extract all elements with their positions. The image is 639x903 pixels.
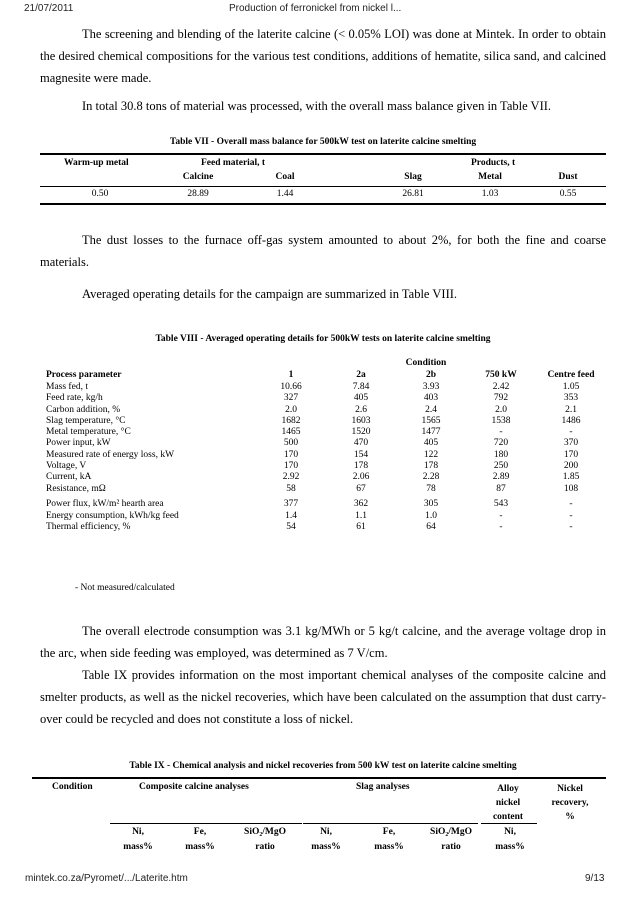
- paragraph-electrode-consumption: The overall electrode consumption was 3.1 kg/MWh or 5 kg/t calcine, and the average voltage drop in the arc, when side feeding was employed, was determined as 7 V/cm.: [40, 624, 606, 660]
- table8-header-parameter: Process parameter: [46, 370, 122, 380]
- table8-cell-2a: 2.06: [352, 472, 370, 483]
- table8-cell-2b: 1565: [421, 415, 441, 426]
- table8-cell-centre-feed: -: [569, 498, 573, 509]
- table-row: [46, 511, 606, 522]
- table8-cell-2b: 122: [423, 449, 439, 460]
- table8-cell-750kw: 2.42: [492, 382, 510, 392]
- table8-cell-750kw: 720: [493, 438, 509, 449]
- table7-cell-calcine: 28.89: [187, 189, 209, 199]
- table8-cell-750kw: 2.89: [492, 472, 510, 483]
- table8-cell-parameter: Thermal efficiency, %: [46, 522, 131, 533]
- table7-col-metal: Metal: [478, 172, 502, 182]
- table8-cell-parameter: Measured rate of energy loss, kW: [46, 449, 175, 460]
- table8-cell-centre-feed: -: [569, 522, 573, 533]
- table8-caption: Table VIII - Averaged operating details for 500kW tests on laterite calcine smelting: [155, 334, 491, 344]
- table8-cell-2b: 403: [423, 393, 439, 404]
- table8-cell-750kw: -: [499, 522, 503, 533]
- table8-cell-centre-feed: -: [569, 427, 573, 438]
- paragraph-dust-losses: The dust losses to the furnace off-gas system amounted to about 2%, for both the fine and coarse materials.: [40, 233, 606, 269]
- table8-cell-2a: 7.84: [352, 382, 370, 392]
- table-row: [46, 484, 606, 495]
- table-row: [46, 522, 606, 533]
- table8-cell-2a: 405: [353, 393, 369, 404]
- paragraph-screening: The screening and blending of the laterite calcine (< 0.05% LOI) was done at Mintek. In order to obtain the desired chemical compositions for the various test conditions, additions of hematite, silica sand, and calcined magnesite were made.: [40, 27, 606, 85]
- table9-condition-header: Condition: [52, 782, 93, 792]
- table8-cell-2a: 362: [353, 498, 369, 509]
- table8-cell-2b: 405: [423, 438, 439, 449]
- table9-recovery-header: Nickel recovery, %: [551, 784, 589, 822]
- table8-cell-750kw: 792: [493, 393, 509, 404]
- table9-top-rule: [32, 777, 606, 779]
- table8-header-2a: 2a: [356, 370, 366, 380]
- table8-cell-2b: 78: [426, 483, 436, 494]
- table8-cell-1: 1.4: [285, 510, 297, 521]
- table8-cell-centre-feed: 2.1: [565, 404, 577, 415]
- table8-cell-2b: 3.93: [422, 382, 440, 392]
- table8-cell-1: 2.92: [282, 472, 300, 483]
- table8-cell-2b: 2.28: [422, 472, 440, 483]
- table7-col-coal: Coal: [275, 172, 295, 182]
- table8-cell-750kw: 250: [493, 461, 509, 472]
- table8-header-centre-feed: Centre feed: [547, 370, 595, 380]
- table8-cell-parameter: Carbon addition, %: [46, 404, 121, 415]
- table9-sub-calcine-ni: Ni, mass%: [123, 827, 153, 852]
- table9-composite-rule: [110, 823, 302, 824]
- table7-caption: Table VII - Overall mass balance for 500kW test on laterite calcine smelting: [169, 137, 477, 147]
- table9-slag-rule: [303, 823, 478, 824]
- table7-mid-rule: [40, 186, 606, 187]
- table8-cell-2b: 2.4: [425, 404, 437, 415]
- table7-col-slag: Slag: [404, 172, 422, 182]
- table7-col-calcine: Calcine: [182, 172, 214, 182]
- paragraph-operating-details: Averaged operating details for the campaign are summarized in Table VIII.: [82, 287, 458, 301]
- table8-cell-centre-feed: 1.85: [562, 472, 580, 483]
- table8-cell-parameter: Voltage, V: [46, 461, 87, 472]
- table8-cell-2a: 154: [353, 449, 369, 460]
- table-row: [46, 461, 606, 472]
- table-row: [46, 450, 606, 461]
- table8: [46, 369, 606, 534]
- paragraph-table9-intro: Table IX provides information on the most important chemical analyses of the composite calcine and smelter products, as well as the nickel recoveries, which have been calculated on the assumption that dust carry-over could be recycled and does not constitute a loss of nickel.: [40, 668, 606, 726]
- table-row: [46, 438, 606, 449]
- table8-cell-1: 1465: [281, 427, 301, 438]
- table8-cell-centre-feed: 200: [563, 461, 579, 472]
- table8-cell-2b: 1.0: [425, 510, 437, 521]
- table8-cell-2a: 178: [353, 461, 369, 472]
- table8-cell-parameter: Power input, kW: [46, 438, 111, 449]
- table-row: [46, 495, 606, 511]
- table-row: [46, 393, 606, 404]
- print-date: 21/07/2011: [24, 3, 74, 14]
- table9-composite-header: Composite calcine analyses: [139, 782, 249, 792]
- table8-cell-750kw: 1538: [491, 415, 511, 426]
- table8-cell-parameter: Energy consumption, kWh/kg feed: [46, 510, 179, 521]
- table8-cell-centre-feed: -: [569, 510, 573, 521]
- table9-alloy-rule: [481, 823, 537, 824]
- table8-cell-parameter: Power flux, kW/m² hearth area: [46, 498, 164, 509]
- table8-cell-2a: 2.6: [355, 404, 367, 415]
- table8-cell-2a: 1603: [351, 415, 371, 426]
- table8-condition-label: Condition: [405, 358, 447, 368]
- table8-cell-2a: 61: [356, 522, 366, 533]
- table-row: [46, 427, 606, 438]
- table8-cell-2b: 64: [426, 522, 436, 533]
- table7-cell-metal: 1.03: [481, 189, 499, 199]
- print-title: Production of ferronickel from nickel l...: [229, 3, 402, 14]
- table9-sub-slag-fe: Fe, mass%: [374, 827, 404, 852]
- table8-cell-parameter: Feed rate, kg/h: [46, 393, 103, 404]
- table8-header-1: 1: [288, 370, 294, 380]
- table7-products-header: Products, t: [471, 158, 516, 168]
- table8-cell-750kw: -: [499, 510, 503, 521]
- table7-bottom-rule: [40, 203, 606, 205]
- footer-url: mintek.co.za/Pyromet/.../Laterite.htm: [25, 873, 188, 884]
- table8-header-row: [46, 369, 606, 382]
- table8-cell-1: 377: [283, 498, 299, 509]
- table7-feed-header: Feed material, t: [201, 158, 266, 168]
- table9-sub-alloy-ni: Ni, mass%: [495, 827, 525, 852]
- table8-cell-1: 1682: [281, 415, 301, 426]
- table8-cell-2a: 1520: [351, 427, 371, 438]
- table8-cell-1: 170: [283, 461, 299, 472]
- table8-cell-parameter: Mass fed, t: [46, 382, 88, 392]
- table9-sub-calcine-fe: Fe, mass%: [185, 827, 215, 852]
- table-row: [46, 416, 606, 427]
- paragraph-total-processed: In total 30.8 tons of material was processed, with the overall mass balance given in Table VII.: [82, 99, 552, 113]
- table8-cell-centre-feed: 353: [563, 393, 579, 404]
- table8-cell-1: 58: [286, 483, 296, 494]
- table7-top-rule: [40, 153, 606, 155]
- table7-warmup-header: Warm-up metal: [64, 158, 129, 168]
- table8-cell-2b: 178: [423, 461, 439, 472]
- table8-header-2b: 2b: [425, 370, 437, 380]
- table8-cell-centre-feed: 1486: [561, 415, 581, 426]
- table8-cell-1: 500: [283, 438, 299, 449]
- table9-slag-header: Slag analyses: [356, 782, 410, 792]
- table8-cell-2a: 1.1: [355, 510, 367, 521]
- table8-cell-1: 327: [283, 393, 299, 404]
- table8-cell-parameter: Current, kA: [46, 472, 92, 483]
- table9-sub-slag-ni: Ni, mass%: [311, 827, 341, 852]
- table7-col-dust: Dust: [558, 172, 578, 182]
- table8-cell-1: 54: [286, 522, 296, 533]
- table8-cell-750kw: -: [499, 427, 503, 438]
- table9-alloy-header: Alloy nickel content: [492, 784, 524, 822]
- table7-cell-warmup: 0.50: [91, 189, 109, 199]
- table8-cell-750kw: 543: [493, 498, 509, 509]
- table8-cell-centre-feed: 108: [563, 483, 579, 494]
- table8-cell-2b: 1477: [421, 427, 441, 438]
- table7-cell-coal: 1.44: [276, 189, 294, 199]
- table8-cell-750kw: 180: [493, 449, 509, 460]
- table8-cell-parameter: Metal temperature, °C: [46, 427, 131, 438]
- table8-cell-centre-feed: 370: [563, 438, 579, 449]
- table8-cell-2b: 305: [423, 498, 439, 509]
- table8-cell-parameter: Slag temperature, °C: [46, 415, 126, 426]
- table8-cell-parameter: Resistance, mΩ: [46, 483, 106, 494]
- table9-caption: Table IX - Chemical analysis and nickel recoveries from 500 kW test on laterite calcine smelting: [129, 761, 517, 771]
- table7-cell-slag: 26.81: [402, 189, 424, 199]
- table8-cell-1: 10.66: [280, 382, 302, 392]
- footer-page-number: 9/13: [585, 873, 605, 884]
- table8-note: - Not measured/calculated: [75, 583, 175, 593]
- table8-cell-750kw: 87: [496, 483, 506, 494]
- table-row: [46, 382, 606, 393]
- table8-cell-centre-feed: 1.05: [562, 382, 580, 392]
- table8-cell-1: 2.0: [285, 404, 297, 415]
- table-row: [46, 472, 606, 483]
- table8-cell-centre-feed: 170: [563, 449, 579, 460]
- table8-cell-2a: 470: [353, 438, 369, 449]
- table8-header-750kw: 750 kW: [485, 370, 517, 380]
- table9-sub-calcine-ratio: SiO₂/MgO ratio: [244, 827, 286, 852]
- table9-sub-slag-ratio: SiO₂/MgO ratio: [430, 827, 472, 852]
- table8-cell-1: 170: [283, 449, 299, 460]
- table8-cell-2a: 67: [356, 483, 366, 494]
- table8-cell-750kw: 2.0: [495, 404, 507, 415]
- table-row: [46, 405, 606, 416]
- table7-cell-dust: 0.55: [559, 189, 577, 199]
